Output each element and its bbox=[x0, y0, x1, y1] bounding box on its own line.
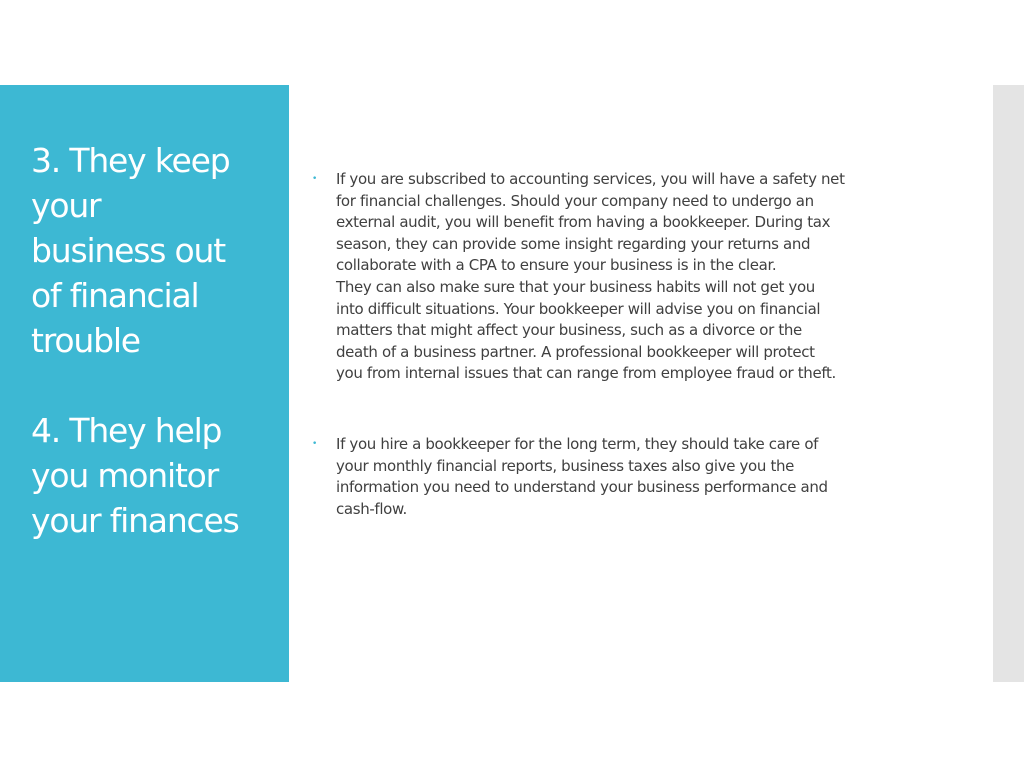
heading-line: business out bbox=[31, 231, 225, 270]
bullet-text-line: If you hire a bookkeeper for the long term, they should take care of bbox=[336, 434, 819, 453]
bullet-text-line: cash-flow. bbox=[336, 499, 407, 518]
bullet-icon: • bbox=[312, 438, 317, 449]
bullet-item-bookkeeper-safety-net bbox=[312, 169, 912, 385]
bullet-text-line: If you are subscribed to accounting services, you will have a safety net bbox=[336, 170, 845, 188]
bullet-text-line: They can also make sure that your business habits will not get you bbox=[336, 277, 815, 296]
heading-line: of financial bbox=[31, 276, 199, 315]
bullet-text-line: collaborate with a CPA to ensure your business is in the clear. bbox=[336, 256, 777, 275]
slide-headings bbox=[31, 138, 281, 543]
bullet-text-line: information you need to understand your business performance and bbox=[336, 478, 828, 497]
bullet-text-line: season, they can provide some insight regarding your returns and bbox=[336, 234, 811, 253]
bullet-text-line: matters that might affect your business, such as a divorce or the bbox=[336, 321, 802, 340]
bullet-text-line: your monthly financial reports, business taxes also give you the bbox=[336, 456, 795, 475]
heading-line: 3. They keep bbox=[31, 141, 230, 180]
heading-line: 4. They help bbox=[31, 411, 222, 450]
slide-body bbox=[312, 169, 912, 520]
heading-line: your bbox=[31, 186, 101, 225]
heading-they-help-monitor-finances bbox=[31, 408, 281, 543]
bullet-item-long-term-bookkeeper bbox=[312, 434, 912, 520]
bullet-text-line: you from internal issues that can range from employee fraud or theft. bbox=[336, 364, 836, 383]
bullet-text-line: for financial challenges. Should your company need to undergo an bbox=[336, 191, 814, 210]
heading-line: trouble bbox=[31, 321, 140, 360]
bullet-icon: • bbox=[312, 174, 317, 184]
heading-line: you monitor bbox=[31, 456, 219, 495]
bullet-text-line: death of a business partner. A professional bookkeeper will protect bbox=[336, 342, 815, 361]
heading-they-keep-business-out-of-trouble bbox=[31, 138, 281, 363]
heading-line: your finances bbox=[31, 501, 239, 540]
bullet-text-line: external audit, you will benefit from having a bookkeeper. During tax bbox=[336, 213, 831, 232]
bullet-text-line: into difficult situations. Your bookkeeper will advise you on financial bbox=[336, 299, 821, 318]
side-strip bbox=[993, 85, 1024, 682]
